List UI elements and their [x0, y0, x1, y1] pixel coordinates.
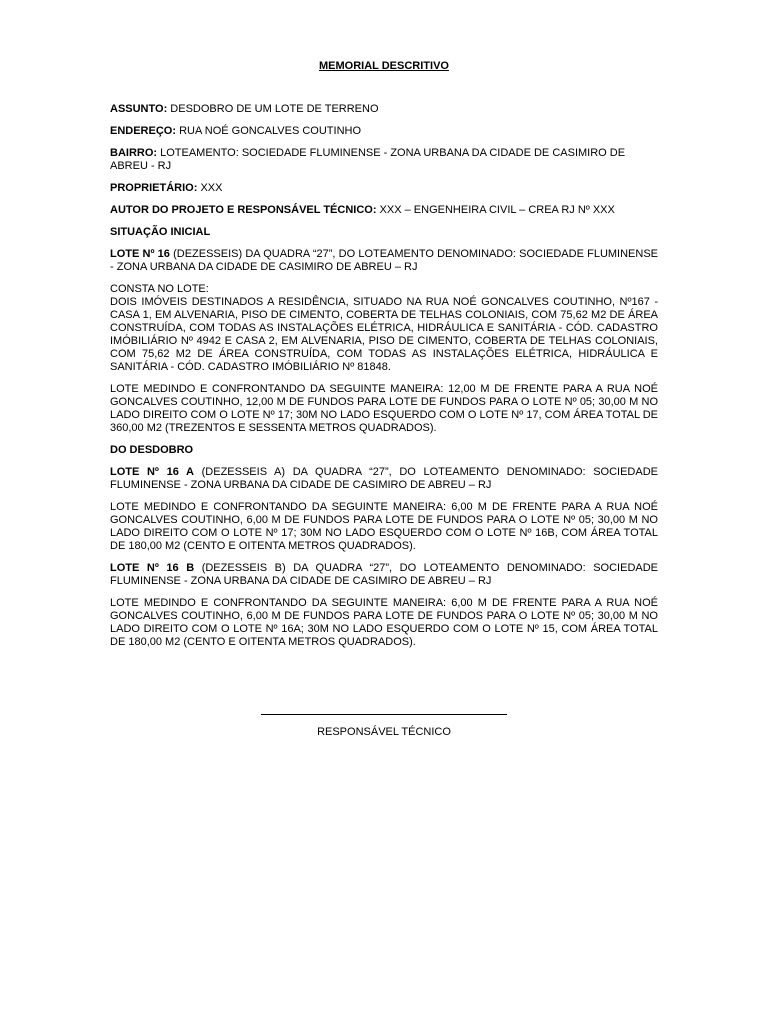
lote-16b-text: (DEZESSEIS B) DA QUADRA “27”, DO LOTEAMENTO DENOMINADO: SOCIEDADE FLUMINENSE - ZONA URBANA DA CIDADE DE CASIMIRO DE ABREU – RJ [110, 562, 659, 587]
lote-16b-paragraph [110, 562, 658, 588]
endereco-line [110, 125, 658, 138]
lote-16a-medidas: LOTE MEDINDO E CONFRONTANDO DA SEGUINTE MANEIRA: 6,00 M DE FRENTE PARA A RUA NOÉ GONCALVES COUTINHO, 6,00 M DE FUNDOS PARA LOTE DE FUNDOS PARA O LOTE Nº 05; 30,00 M NO LADO DIREITO COM O LOTE Nº 17; 30M NO LADO ESQUERDO COM O LOTE Nº 16B, COM ÁREA TOTAL DE 180,00 M2 (CENTO E OITENTA METROS QUADRADOS). [110, 501, 658, 552]
signature-label: RESPONSÁVEL TÉCNICO [317, 726, 451, 738]
lote-16-medidas: LOTE MEDINDO E CONFRONTANDO DA SEGUINTE MANEIRA: 12,00 M DE FRENTE PARA A RUA NOÉ GONCALVES COUTINHO, 12,00 M DE FUNDOS PARA LOTE DE FUNDOS PARA O LOTE Nº 05; 30,00 M NO LADO DIREITO COM O LOTE Nº 17; 30M NO LADO ESQUERDO COM O LOTE Nº 17, COM ÁREA TOTAL DE 360,00 M2 (TREZENTOS E SESSENTA METROS QUADRADOS). [110, 383, 658, 434]
proprietario-line [110, 182, 658, 195]
autor-value: XXX – ENGENHEIRA CIVIL – CREA RJ Nº XXX [376, 204, 615, 216]
lote-16-label: LOTE Nº 16 [110, 248, 170, 260]
assunto-line [110, 103, 658, 116]
consta-text: DOIS IMÓVEIS DESTINADOS A RESIDÊNCIA, SITUADO NA RUA NOÉ GONCALVES COUTINHO, Nº167 - CASA 1, EM ALVENARIA, PISO DE CIMENTO, COBERTA DE TELHAS COLONIAIS, COM 75,62 M2 DE ÁREA CONSTRUÍDA, COM TODAS AS INSTALAÇÕES ELÉTRICA, HIDRÁULICA E SANITÁRIA - CÓD. CADASTRO IMÓBILIÁRIO Nº 4942 E CASA 2, EM ALVENARIA, PISO DE CIMENTO, COBERTA DE TELHAS COLONIAIS, COM 75,62 M2 DE ÁREA CONSTRUÍDA, COM TODAS AS INSTALAÇÕES ELÉTRICA, HIDRÁULICA E SANITÁRIA - CÓD. CADASTRO IMÓBILIÁRIO Nº 81848. [110, 296, 658, 373]
lote-16-text: (DEZESSEIS) DA QUADRA “27”, DO LOTEAMENTO DENOMINADO: SOCIEDADE FLUMINENSE - ZONA URBANA DA CIDADE DE CASIMIRO DE ABREU – RJ [110, 248, 659, 273]
signature-line [261, 714, 507, 715]
assunto-value: DESDOBRO DE UM LOTE DE TERRENO [167, 103, 379, 115]
document-title: MEMORIAL DESCRITIVO [319, 60, 449, 72]
lote-16a-text: (DEZESSEIS A) DA QUADRA “27”, DO LOTEAMENTO DENOMINADO: SOCIEDADE FLUMINENSE - ZONA URBANA DA CIDADE DE CASIMIRO DE ABREU – RJ [110, 466, 658, 491]
lote-16-paragraph [110, 248, 658, 274]
autor-label: AUTOR DO PROJETO E RESPONSÁVEL TÉCNICO: [110, 204, 377, 216]
proprietario-value: XXX [197, 182, 223, 194]
bairro-value: LOTEAMENTO: SOCIEDADE FLUMINENSE - ZONA URBANA DA CIDADE DE CASIMIRO DE ABREU - RJ [110, 147, 626, 172]
proprietario-label: PROPRIETÁRIO: [110, 182, 198, 194]
bairro-line [110, 147, 658, 173]
lote-16b-medidas: LOTE MEDINDO E CONFRONTANDO DA SEGUINTE MANEIRA: 6,00 M DE FRENTE PARA A RUA NOÉ GONCALVES COUTINHO, 6,00 M DE FUNDOS PARA LOTE DE FUNDOS PARA O LOTE Nº 05; 30,00 M NO LADO DIREITO COM O LOTE Nº 16A; 30M NO LADO ESQUERDO COM O LOTE Nº 15, COM ÁREA TOTAL DE 180,00 M2 (CENTO E OITENTA METROS QUADRADOS). [110, 597, 658, 648]
document-body [110, 60, 658, 658]
assunto-label: ASSUNTO: [110, 103, 168, 115]
consta-label: CONSTA NO LOTE: [110, 283, 209, 295]
autor-line [110, 204, 658, 217]
situacao-inicial-heading: SITUAÇÃO INICIAL [110, 226, 211, 238]
endereco-value: RUA NOÉ GONCALVES COUTINHO [176, 125, 362, 137]
lote-16a-label: LOTE Nº 16 A [110, 466, 194, 478]
endereco-label: ENDEREÇO: [110, 125, 177, 137]
bairro-label: BAIRRO: [110, 147, 158, 159]
lote-16a-paragraph [110, 466, 658, 492]
consta-paragraph [110, 283, 658, 374]
desdobro-heading: DO DESDOBRO [110, 444, 194, 456]
lote-16b-label: LOTE Nº 16 B [110, 562, 195, 574]
